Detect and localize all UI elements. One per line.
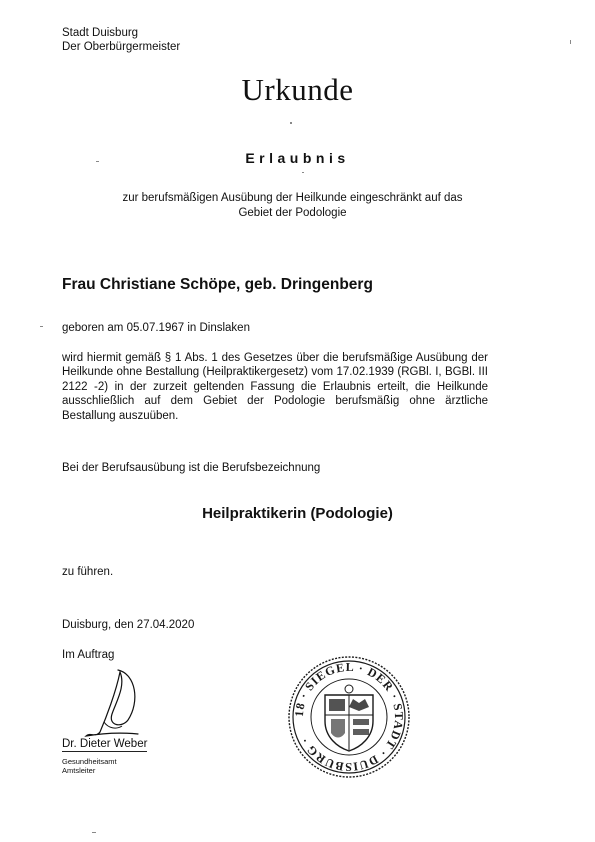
signer-name: Dr. Dieter Weber [62,738,148,750]
official-seal [287,655,411,779]
scan-speck [92,832,96,833]
scan-speck [570,40,571,44]
permission-text: wird hiermit gemäß § 1 Abs. 1 des Gesetzes über die berufsmäßige Ausübung der Heilkunde ohne Bestallung (Heilpraktikergesetz) vom 17.02.1939 (RGBl. I, BGBl. III 2122 -2) in der zurzeit geltenden Fassung die Erlaubnis erteilt, die Heilkunde ausschließlich auf dem Gebiet der Podologie berufsmäßig ohne ärztliche Bestallung auszuüben. [62,352,488,422]
issuer-city: Stadt Duisburg [62,27,139,39]
issuer-office: Der Oberbürgermeister [62,41,181,53]
scan-speck [96,161,99,162]
recipient-name: Frau Christiane Schöpe, geb. Dringenberg [62,276,373,293]
purpose-text [40,191,545,221]
place-date: Duisburg, den 27.04.2020 [62,619,195,631]
signer-dept-line-1: Gesundheitsamt [62,757,117,766]
purpose-line-2: Gebiet der Podologie [238,207,347,219]
mandate-text: Im Auftrag [62,649,115,661]
scan-speck [302,172,304,173]
closing-text: zu führen. [62,566,114,578]
issuer-block [62,26,180,54]
document-subtitle: Erlaubnis [245,150,350,166]
city-coat-of-arms-icon [325,685,373,751]
handwritten-signature [78,662,158,742]
professional-title: Heilpraktikerin (Podologie) [202,505,393,522]
seal-ring-text: 18 · SIEGEL · DER · STADT · DUISBURG · [291,659,407,775]
signer-dept-line-2: Amtsleiter [62,766,96,775]
scan-speck [40,326,43,327]
scan-speck [290,122,292,124]
recipient-birth-info: geboren am 05.07.1967 in Dinslaken [62,322,250,334]
profession-intro: Bei der Berufsausübung ist die Berufsbezeichnung [62,462,321,474]
document-title: Urkunde [241,72,354,107]
purpose-line-1: zur berufsmäßigen Ausübung der Heilkunde eingeschränkt auf das [122,192,463,204]
signer-department [62,757,117,775]
